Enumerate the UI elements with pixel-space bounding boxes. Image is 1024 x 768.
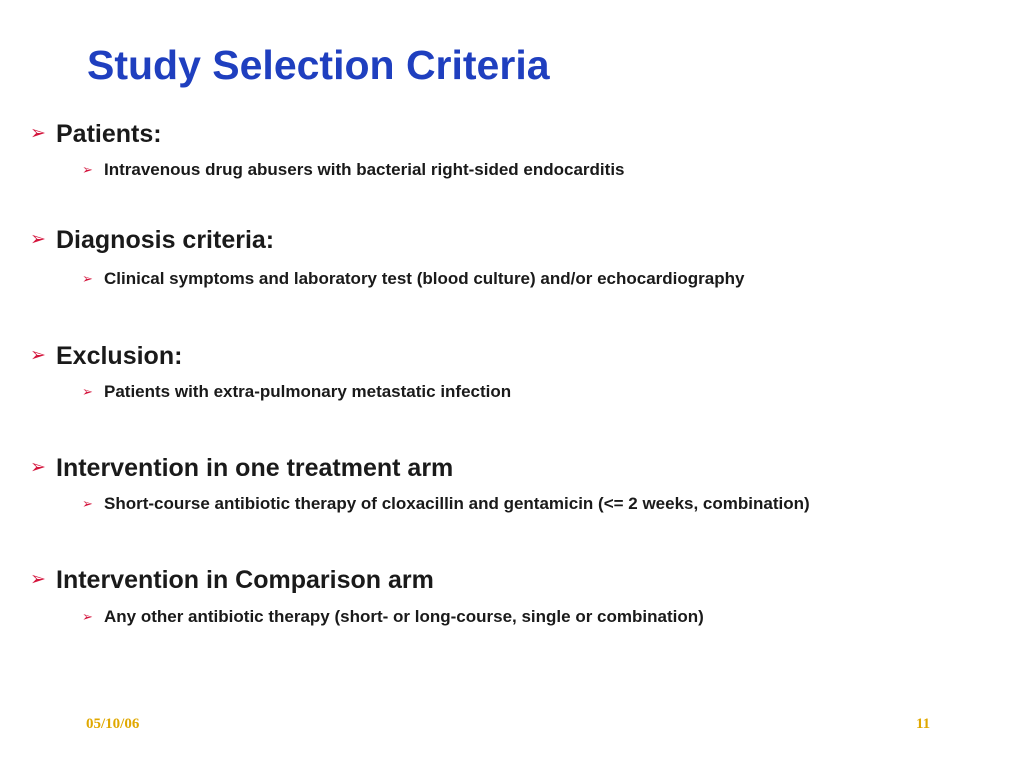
section-heading: Intervention in one treatment arm xyxy=(56,454,454,482)
section-heading: Exclusion: xyxy=(56,342,183,370)
bullet-patients xyxy=(30,119,162,149)
footer-date: 05/10/06 xyxy=(86,716,140,732)
section-item: Clinical symptoms and laboratory test (blood culture) and/or echocardiography xyxy=(104,269,745,288)
section-heading: Diagnosis criteria: xyxy=(56,226,275,254)
arrow-bullet-icon: ➢ xyxy=(30,123,46,144)
section-item: Short-course antibiotic therapy of cloxacillin and gentamicin (<= 2 weeks, combination) xyxy=(104,494,810,513)
sub-bullet-exclusion xyxy=(82,381,511,403)
arrow-bullet-icon: ➢ xyxy=(82,384,93,399)
bullet-diagnosis-criteria xyxy=(30,225,274,255)
bullet-intervention-treatment-arm xyxy=(30,453,453,483)
arrow-bullet-icon: ➢ xyxy=(82,162,93,177)
arrow-bullet-icon: ➢ xyxy=(30,345,46,366)
bullet-exclusion xyxy=(30,341,182,371)
bullet-intervention-comparison-arm xyxy=(30,565,434,595)
sub-bullet-patients xyxy=(82,159,625,181)
section-item: Patients with extra-pulmonary metastatic infection xyxy=(104,382,512,401)
slide-title: Study Selection Criteria xyxy=(87,42,550,88)
sub-bullet-intervention-comparison-arm xyxy=(82,606,704,628)
footer-page-number: 11 xyxy=(916,716,931,732)
arrow-bullet-icon: ➢ xyxy=(30,457,46,478)
section-item: Any other antibiotic therapy (short- or long-course, single or combination) xyxy=(104,607,704,626)
section-item: Intravenous drug abusers with bacterial right-sided endocarditis xyxy=(104,160,625,179)
arrow-bullet-icon: ➢ xyxy=(82,496,93,511)
arrow-bullet-icon: ➢ xyxy=(30,229,46,250)
arrow-bullet-icon: ➢ xyxy=(30,569,46,590)
arrow-bullet-icon: ➢ xyxy=(82,609,93,624)
section-heading: Patients: xyxy=(56,120,162,148)
sub-bullet-diagnosis-criteria xyxy=(82,268,744,290)
sub-bullet-intervention-treatment-arm xyxy=(82,493,810,515)
arrow-bullet-icon: ➢ xyxy=(82,271,93,286)
section-heading: Intervention in Comparison arm xyxy=(56,566,434,594)
